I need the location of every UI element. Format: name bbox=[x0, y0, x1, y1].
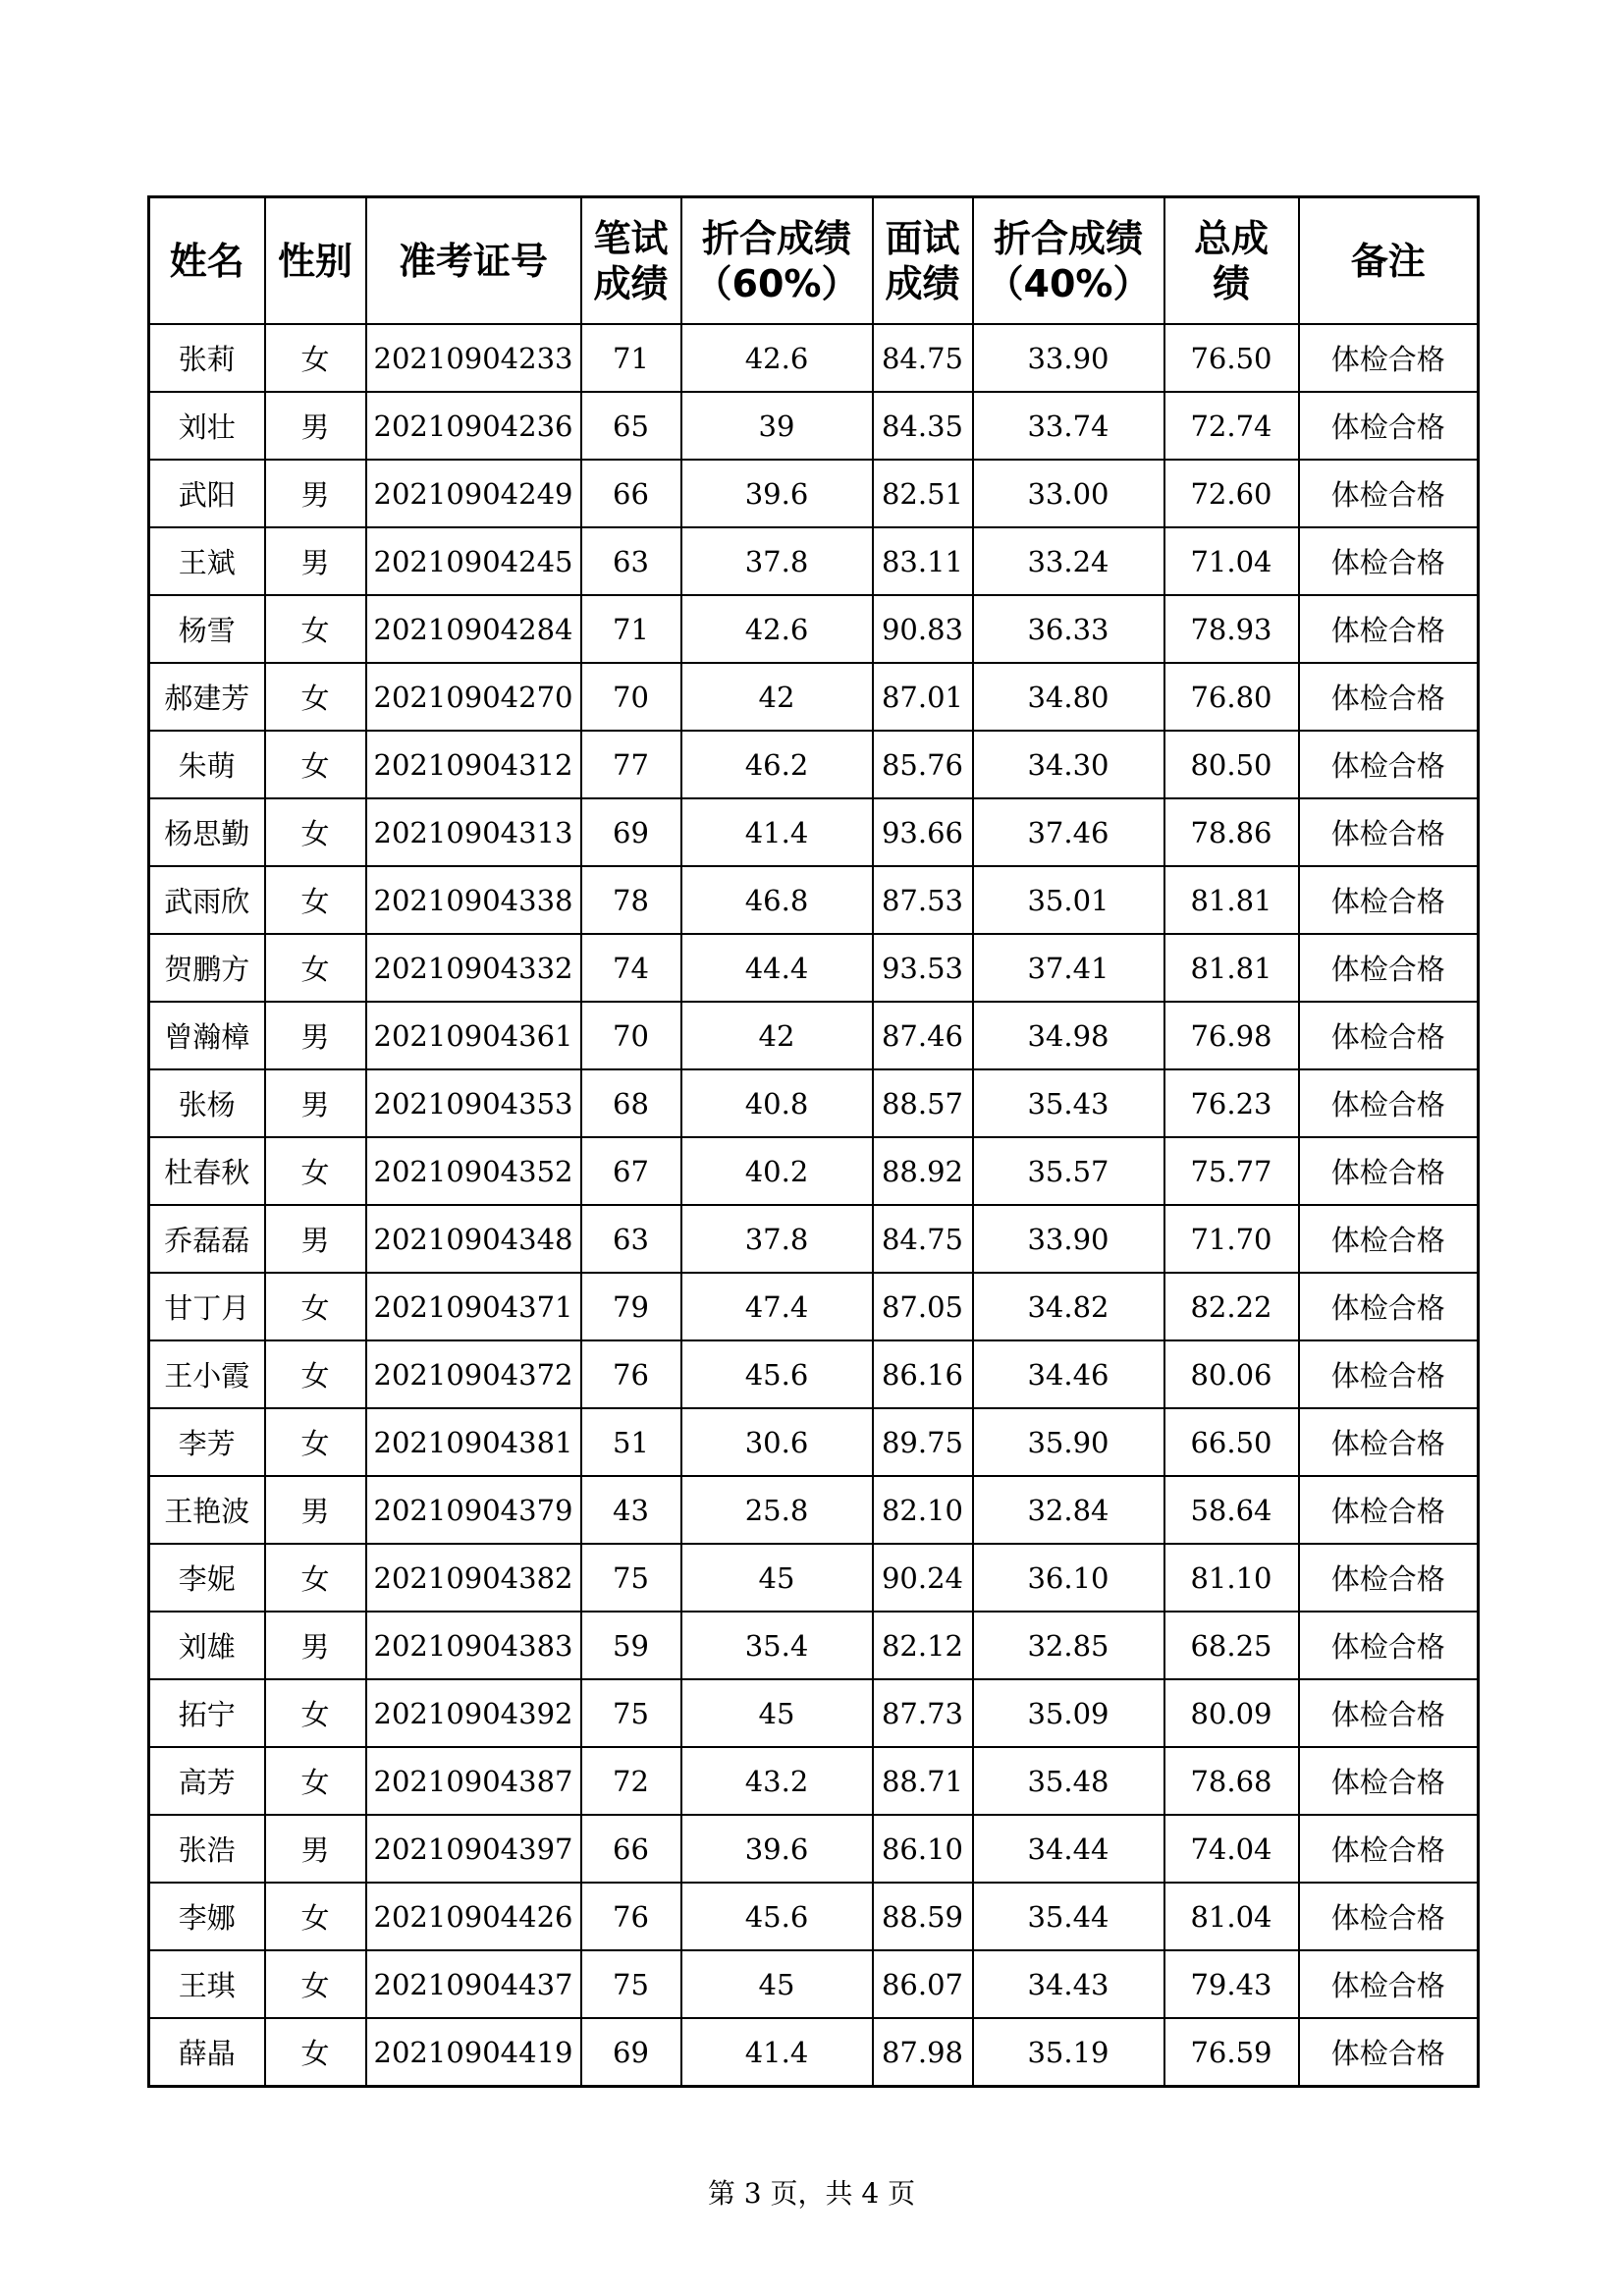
table-row bbox=[149, 1815, 1479, 1883]
gender-cell: 男 bbox=[265, 460, 366, 527]
interview-score-cell: 84.35 bbox=[873, 392, 973, 460]
remarks-cell: 体检合格 bbox=[1299, 392, 1479, 460]
gender-cell: 女 bbox=[265, 866, 366, 934]
table-row bbox=[149, 1205, 1479, 1273]
table-row bbox=[149, 527, 1479, 595]
written-weighted-cell: 35.4 bbox=[681, 1612, 873, 1679]
interview-weighted-cell: 32.84 bbox=[973, 1476, 1164, 1544]
name-cell: 王艳波 bbox=[149, 1476, 265, 1544]
total-score-cell: 76.98 bbox=[1164, 1002, 1299, 1069]
total-score-cell: 72.74 bbox=[1164, 392, 1299, 460]
remarks-cell: 体检合格 bbox=[1299, 866, 1479, 934]
gender-cell: 男 bbox=[265, 1476, 366, 1544]
interview-score-cell: 84.75 bbox=[873, 324, 973, 392]
interview-score-cell: 87.53 bbox=[873, 866, 973, 934]
header-interview-score: 面试 成绩 bbox=[873, 197, 973, 325]
exam-id-cell: 20210904383 bbox=[366, 1612, 581, 1679]
total-score-cell: 81.81 bbox=[1164, 934, 1299, 1002]
interview-weighted-cell: 34.46 bbox=[973, 1340, 1164, 1408]
written-score-cell: 43 bbox=[581, 1476, 681, 1544]
written-weighted-cell: 30.6 bbox=[681, 1408, 873, 1476]
interview-weighted-cell: 34.30 bbox=[973, 731, 1164, 798]
written-weighted-cell: 39.6 bbox=[681, 460, 873, 527]
name-cell: 杜春秋 bbox=[149, 1137, 265, 1205]
interview-weighted-cell: 32.85 bbox=[973, 1612, 1164, 1679]
remarks-cell: 体检合格 bbox=[1299, 731, 1479, 798]
remarks-cell: 体检合格 bbox=[1299, 595, 1479, 663]
name-cell: 拓宁 bbox=[149, 1679, 265, 1747]
table-row bbox=[149, 1069, 1479, 1137]
table-row bbox=[149, 934, 1479, 1002]
remarks-cell: 体检合格 bbox=[1299, 1544, 1479, 1612]
page-number: 第 3 页，共 4 页 bbox=[707, 2177, 916, 2210]
interview-score-cell: 83.11 bbox=[873, 527, 973, 595]
name-cell: 贺鹏方 bbox=[149, 934, 265, 1002]
written-score-cell: 69 bbox=[581, 2018, 681, 2087]
table-row bbox=[149, 1950, 1479, 2018]
gender-cell: 女 bbox=[265, 1747, 366, 1815]
header-written-score: 笔试 成绩 bbox=[581, 197, 681, 325]
remarks-cell: 体检合格 bbox=[1299, 1815, 1479, 1883]
written-score-cell: 63 bbox=[581, 527, 681, 595]
written-score-cell: 75 bbox=[581, 1950, 681, 2018]
header-gender: 性别 bbox=[265, 197, 366, 325]
exam-id-cell: 20210904236 bbox=[366, 392, 581, 460]
exam-id-cell: 20210904379 bbox=[366, 1476, 581, 1544]
interview-weighted-cell: 34.98 bbox=[973, 1002, 1164, 1069]
table-body bbox=[149, 324, 1479, 2087]
interview-score-cell: 82.10 bbox=[873, 1476, 973, 1544]
interview-score-cell: 87.05 bbox=[873, 1273, 973, 1340]
name-cell: 薛晶 bbox=[149, 2018, 265, 2087]
total-score-cell: 71.70 bbox=[1164, 1205, 1299, 1273]
gender-cell: 女 bbox=[265, 1137, 366, 1205]
gender-cell: 女 bbox=[265, 934, 366, 1002]
interview-score-cell: 90.24 bbox=[873, 1544, 973, 1612]
written-weighted-cell: 41.4 bbox=[681, 798, 873, 866]
table-row bbox=[149, 1476, 1479, 1544]
total-score-cell: 66.50 bbox=[1164, 1408, 1299, 1476]
name-cell: 张浩 bbox=[149, 1815, 265, 1883]
table-row bbox=[149, 1747, 1479, 1815]
interview-weighted-cell: 33.24 bbox=[973, 527, 1164, 595]
remarks-cell: 体检合格 bbox=[1299, 324, 1479, 392]
name-cell: 刘壮 bbox=[149, 392, 265, 460]
name-cell: 乔磊磊 bbox=[149, 1205, 265, 1273]
written-score-cell: 79 bbox=[581, 1273, 681, 1340]
written-weighted-cell: 37.8 bbox=[681, 527, 873, 595]
remarks-cell: 体检合格 bbox=[1299, 1069, 1479, 1137]
total-score-cell: 74.04 bbox=[1164, 1815, 1299, 1883]
table-row bbox=[149, 1273, 1479, 1340]
gender-cell: 女 bbox=[265, 2018, 366, 2087]
name-cell: 杨思勤 bbox=[149, 798, 265, 866]
interview-score-cell: 88.92 bbox=[873, 1137, 973, 1205]
remarks-cell: 体检合格 bbox=[1299, 1205, 1479, 1273]
remarks-cell: 体检合格 bbox=[1299, 1950, 1479, 2018]
table-row bbox=[149, 392, 1479, 460]
table-row bbox=[149, 460, 1479, 527]
written-weighted-cell: 44.4 bbox=[681, 934, 873, 1002]
name-cell: 刘雄 bbox=[149, 1612, 265, 1679]
name-cell: 王小霞 bbox=[149, 1340, 265, 1408]
header-total-score: 总成 绩 bbox=[1164, 197, 1299, 325]
total-score-cell: 58.64 bbox=[1164, 1476, 1299, 1544]
interview-weighted-cell: 35.48 bbox=[973, 1747, 1164, 1815]
remarks-cell: 体检合格 bbox=[1299, 1340, 1479, 1408]
gender-cell: 女 bbox=[265, 798, 366, 866]
table-row bbox=[149, 2018, 1479, 2087]
exam-id-cell: 20210904426 bbox=[366, 1883, 581, 1950]
written-weighted-cell: 42 bbox=[681, 1002, 873, 1069]
interview-weighted-cell: 35.44 bbox=[973, 1883, 1164, 1950]
total-score-cell: 71.04 bbox=[1164, 527, 1299, 595]
interview-weighted-cell: 35.90 bbox=[973, 1408, 1164, 1476]
remarks-cell: 体检合格 bbox=[1299, 1612, 1479, 1679]
written-weighted-cell: 45 bbox=[681, 1544, 873, 1612]
gender-cell: 女 bbox=[265, 663, 366, 731]
written-weighted-cell: 40.8 bbox=[681, 1069, 873, 1137]
interview-weighted-cell: 35.43 bbox=[973, 1069, 1164, 1137]
written-weighted-cell: 45 bbox=[681, 1950, 873, 2018]
total-score-cell: 80.09 bbox=[1164, 1679, 1299, 1747]
gender-cell: 男 bbox=[265, 1612, 366, 1679]
name-cell: 曾瀚樟 bbox=[149, 1002, 265, 1069]
name-cell: 李芳 bbox=[149, 1408, 265, 1476]
written-weighted-cell: 42.6 bbox=[681, 324, 873, 392]
exam-id-cell: 20210904387 bbox=[366, 1747, 581, 1815]
total-score-cell: 79.43 bbox=[1164, 1950, 1299, 2018]
exam-id-cell: 20210904397 bbox=[366, 1815, 581, 1883]
interview-score-cell: 93.66 bbox=[873, 798, 973, 866]
total-score-cell: 76.23 bbox=[1164, 1069, 1299, 1137]
gender-cell: 男 bbox=[265, 1002, 366, 1069]
interview-weighted-cell: 34.80 bbox=[973, 663, 1164, 731]
gender-cell: 女 bbox=[265, 1679, 366, 1747]
exam-id-cell: 20210904353 bbox=[366, 1069, 581, 1137]
total-score-cell: 78.86 bbox=[1164, 798, 1299, 866]
interview-score-cell: 82.12 bbox=[873, 1612, 973, 1679]
name-cell: 杨雪 bbox=[149, 595, 265, 663]
table-row bbox=[149, 1408, 1479, 1476]
gender-cell: 男 bbox=[265, 392, 366, 460]
written-score-cell: 65 bbox=[581, 392, 681, 460]
total-score-cell: 75.77 bbox=[1164, 1137, 1299, 1205]
interview-weighted-cell: 35.57 bbox=[973, 1137, 1164, 1205]
gender-cell: 女 bbox=[265, 731, 366, 798]
header-exam-id: 准考证号 bbox=[366, 197, 581, 325]
exam-id-cell: 20210904245 bbox=[366, 527, 581, 595]
written-weighted-cell: 45.6 bbox=[681, 1340, 873, 1408]
written-weighted-cell: 40.2 bbox=[681, 1137, 873, 1205]
interview-weighted-cell: 34.43 bbox=[973, 1950, 1164, 2018]
interview-score-cell: 93.53 bbox=[873, 934, 973, 1002]
written-score-cell: 75 bbox=[581, 1544, 681, 1612]
total-score-cell: 81.81 bbox=[1164, 866, 1299, 934]
remarks-cell: 体检合格 bbox=[1299, 2018, 1479, 2087]
interview-score-cell: 87.98 bbox=[873, 2018, 973, 2087]
written-score-cell: 66 bbox=[581, 1815, 681, 1883]
exam-id-cell: 20210904233 bbox=[366, 324, 581, 392]
header-name: 姓名 bbox=[149, 197, 265, 325]
table-row bbox=[149, 866, 1479, 934]
written-score-cell: 66 bbox=[581, 460, 681, 527]
interview-score-cell: 88.71 bbox=[873, 1747, 973, 1815]
interview-weighted-cell: 36.10 bbox=[973, 1544, 1164, 1612]
interview-score-cell: 82.51 bbox=[873, 460, 973, 527]
written-score-cell: 63 bbox=[581, 1205, 681, 1273]
name-cell: 李娜 bbox=[149, 1883, 265, 1950]
exam-id-cell: 20210904392 bbox=[366, 1679, 581, 1747]
interview-weighted-cell: 33.00 bbox=[973, 460, 1164, 527]
total-score-cell: 80.50 bbox=[1164, 731, 1299, 798]
written-weighted-cell: 42 bbox=[681, 663, 873, 731]
table-row bbox=[149, 731, 1479, 798]
interview-score-cell: 84.75 bbox=[873, 1205, 973, 1273]
total-score-cell: 76.50 bbox=[1164, 324, 1299, 392]
written-weighted-cell: 46.2 bbox=[681, 731, 873, 798]
total-score-cell: 78.93 bbox=[1164, 595, 1299, 663]
exam-id-cell: 20210904332 bbox=[366, 934, 581, 1002]
name-cell: 高芳 bbox=[149, 1747, 265, 1815]
gender-cell: 男 bbox=[265, 1069, 366, 1137]
written-weighted-cell: 45 bbox=[681, 1679, 873, 1747]
remarks-cell: 体检合格 bbox=[1299, 1408, 1479, 1476]
interview-weighted-cell: 37.41 bbox=[973, 934, 1164, 1002]
gender-cell: 女 bbox=[265, 1273, 366, 1340]
interview-score-cell: 87.01 bbox=[873, 663, 973, 731]
interview-score-cell: 88.57 bbox=[873, 1069, 973, 1137]
interview-score-cell: 90.83 bbox=[873, 595, 973, 663]
table-row bbox=[149, 1340, 1479, 1408]
interview-score-cell: 89.75 bbox=[873, 1408, 973, 1476]
exam-id-cell: 20210904352 bbox=[366, 1137, 581, 1205]
written-weighted-cell: 46.8 bbox=[681, 866, 873, 934]
name-cell: 张杨 bbox=[149, 1069, 265, 1137]
remarks-cell: 体检合格 bbox=[1299, 1002, 1479, 1069]
remarks-cell: 体检合格 bbox=[1299, 798, 1479, 866]
written-weighted-cell: 43.2 bbox=[681, 1747, 873, 1815]
header-remarks: 备注 bbox=[1299, 197, 1479, 325]
name-cell: 武阳 bbox=[149, 460, 265, 527]
total-score-cell: 76.80 bbox=[1164, 663, 1299, 731]
exam-id-cell: 20210904371 bbox=[366, 1273, 581, 1340]
gender-cell: 男 bbox=[265, 1205, 366, 1273]
remarks-cell: 体检合格 bbox=[1299, 460, 1479, 527]
written-score-cell: 67 bbox=[581, 1137, 681, 1205]
gender-cell: 女 bbox=[265, 1408, 366, 1476]
total-score-cell: 80.06 bbox=[1164, 1340, 1299, 1408]
exam-id-cell: 20210904372 bbox=[366, 1340, 581, 1408]
total-score-cell: 68.25 bbox=[1164, 1612, 1299, 1679]
header-interview-weighted: 折合成绩 （40%） bbox=[973, 197, 1164, 325]
interview-score-cell: 86.10 bbox=[873, 1815, 973, 1883]
exam-id-cell: 20210904249 bbox=[366, 460, 581, 527]
table-row bbox=[149, 1002, 1479, 1069]
gender-cell: 女 bbox=[265, 1883, 366, 1950]
interview-weighted-cell: 33.90 bbox=[973, 324, 1164, 392]
interview-weighted-cell: 34.82 bbox=[973, 1273, 1164, 1340]
table-row bbox=[149, 1612, 1479, 1679]
interview-weighted-cell: 33.90 bbox=[973, 1205, 1164, 1273]
interview-score-cell: 86.07 bbox=[873, 1950, 973, 2018]
table-row bbox=[149, 663, 1479, 731]
exam-id-cell: 20210904312 bbox=[366, 731, 581, 798]
written-score-cell: 59 bbox=[581, 1612, 681, 1679]
exam-id-cell: 20210904382 bbox=[366, 1544, 581, 1612]
written-score-cell: 75 bbox=[581, 1679, 681, 1747]
written-score-cell: 69 bbox=[581, 798, 681, 866]
interview-score-cell: 88.59 bbox=[873, 1883, 973, 1950]
name-cell: 王琪 bbox=[149, 1950, 265, 2018]
written-weighted-cell: 45.6 bbox=[681, 1883, 873, 1950]
written-score-cell: 70 bbox=[581, 663, 681, 731]
written-weighted-cell: 42.6 bbox=[681, 595, 873, 663]
name-cell: 甘丁月 bbox=[149, 1273, 265, 1340]
written-weighted-cell: 39.6 bbox=[681, 1815, 873, 1883]
written-weighted-cell: 41.4 bbox=[681, 2018, 873, 2087]
interview-weighted-cell: 33.74 bbox=[973, 392, 1164, 460]
written-score-cell: 71 bbox=[581, 595, 681, 663]
total-score-cell: 78.68 bbox=[1164, 1747, 1299, 1815]
table-row bbox=[149, 595, 1479, 663]
exam-id-cell: 20210904338 bbox=[366, 866, 581, 934]
written-weighted-cell: 39 bbox=[681, 392, 873, 460]
gender-cell: 女 bbox=[265, 1544, 366, 1612]
interview-weighted-cell: 35.01 bbox=[973, 866, 1164, 934]
table-row bbox=[149, 1679, 1479, 1747]
exam-id-cell: 20210904419 bbox=[366, 2018, 581, 2087]
total-score-cell: 82.22 bbox=[1164, 1273, 1299, 1340]
remarks-cell: 体检合格 bbox=[1299, 1747, 1479, 1815]
name-cell: 武雨欣 bbox=[149, 866, 265, 934]
remarks-cell: 体检合格 bbox=[1299, 1679, 1479, 1747]
table-row bbox=[149, 798, 1479, 866]
exam-id-cell: 20210904381 bbox=[366, 1408, 581, 1476]
name-cell: 郝建芳 bbox=[149, 663, 265, 731]
written-score-cell: 71 bbox=[581, 324, 681, 392]
table-row bbox=[149, 324, 1479, 392]
remarks-cell: 体检合格 bbox=[1299, 663, 1479, 731]
name-cell: 李妮 bbox=[149, 1544, 265, 1612]
remarks-cell: 体检合格 bbox=[1299, 934, 1479, 1002]
table-row bbox=[149, 1544, 1479, 1612]
gender-cell: 女 bbox=[265, 324, 366, 392]
interview-weighted-cell: 35.19 bbox=[973, 2018, 1164, 2087]
written-weighted-cell: 37.8 bbox=[681, 1205, 873, 1273]
written-score-cell: 51 bbox=[581, 1408, 681, 1476]
remarks-cell: 体检合格 bbox=[1299, 527, 1479, 595]
name-cell: 张莉 bbox=[149, 324, 265, 392]
gender-cell: 女 bbox=[265, 1950, 366, 2018]
exam-id-cell: 20210904270 bbox=[366, 663, 581, 731]
written-score-cell: 76 bbox=[581, 1340, 681, 1408]
total-score-cell: 81.04 bbox=[1164, 1883, 1299, 1950]
written-score-cell: 68 bbox=[581, 1069, 681, 1137]
interview-score-cell: 87.73 bbox=[873, 1679, 973, 1747]
interview-score-cell: 85.76 bbox=[873, 731, 973, 798]
remarks-cell: 体检合格 bbox=[1299, 1273, 1479, 1340]
interview-score-cell: 87.46 bbox=[873, 1002, 973, 1069]
table-row bbox=[149, 1137, 1479, 1205]
score-table bbox=[147, 195, 1480, 2088]
written-score-cell: 70 bbox=[581, 1002, 681, 1069]
remarks-cell: 体检合格 bbox=[1299, 1476, 1479, 1544]
exam-id-cell: 20210904313 bbox=[366, 798, 581, 866]
interview-weighted-cell: 36.33 bbox=[973, 595, 1164, 663]
exam-id-cell: 20210904348 bbox=[366, 1205, 581, 1273]
total-score-cell: 81.10 bbox=[1164, 1544, 1299, 1612]
exam-id-cell: 20210904437 bbox=[366, 1950, 581, 2018]
total-score-cell: 76.59 bbox=[1164, 2018, 1299, 2087]
gender-cell: 女 bbox=[265, 1340, 366, 1408]
interview-weighted-cell: 34.44 bbox=[973, 1815, 1164, 1883]
interview-weighted-cell: 35.09 bbox=[973, 1679, 1164, 1747]
written-weighted-cell: 47.4 bbox=[681, 1273, 873, 1340]
interview-weighted-cell: 37.46 bbox=[973, 798, 1164, 866]
remarks-cell: 体检合格 bbox=[1299, 1137, 1479, 1205]
table-row bbox=[149, 1883, 1479, 1950]
interview-score-cell: 86.16 bbox=[873, 1340, 973, 1408]
total-score-cell: 72.60 bbox=[1164, 460, 1299, 527]
exam-id-cell: 20210904361 bbox=[366, 1002, 581, 1069]
written-score-cell: 74 bbox=[581, 934, 681, 1002]
written-score-cell: 72 bbox=[581, 1747, 681, 1815]
written-score-cell: 78 bbox=[581, 866, 681, 934]
gender-cell: 男 bbox=[265, 1815, 366, 1883]
name-cell: 王斌 bbox=[149, 527, 265, 595]
name-cell: 朱萌 bbox=[149, 731, 265, 798]
header-written-weighted: 折合成绩 （60%） bbox=[681, 197, 873, 325]
header-row bbox=[149, 197, 1479, 325]
gender-cell: 女 bbox=[265, 595, 366, 663]
gender-cell: 男 bbox=[265, 527, 366, 595]
written-weighted-cell: 25.8 bbox=[681, 1476, 873, 1544]
exam-id-cell: 20210904284 bbox=[366, 595, 581, 663]
written-score-cell: 77 bbox=[581, 731, 681, 798]
remarks-cell: 体检合格 bbox=[1299, 1883, 1479, 1950]
written-score-cell: 76 bbox=[581, 1883, 681, 1950]
